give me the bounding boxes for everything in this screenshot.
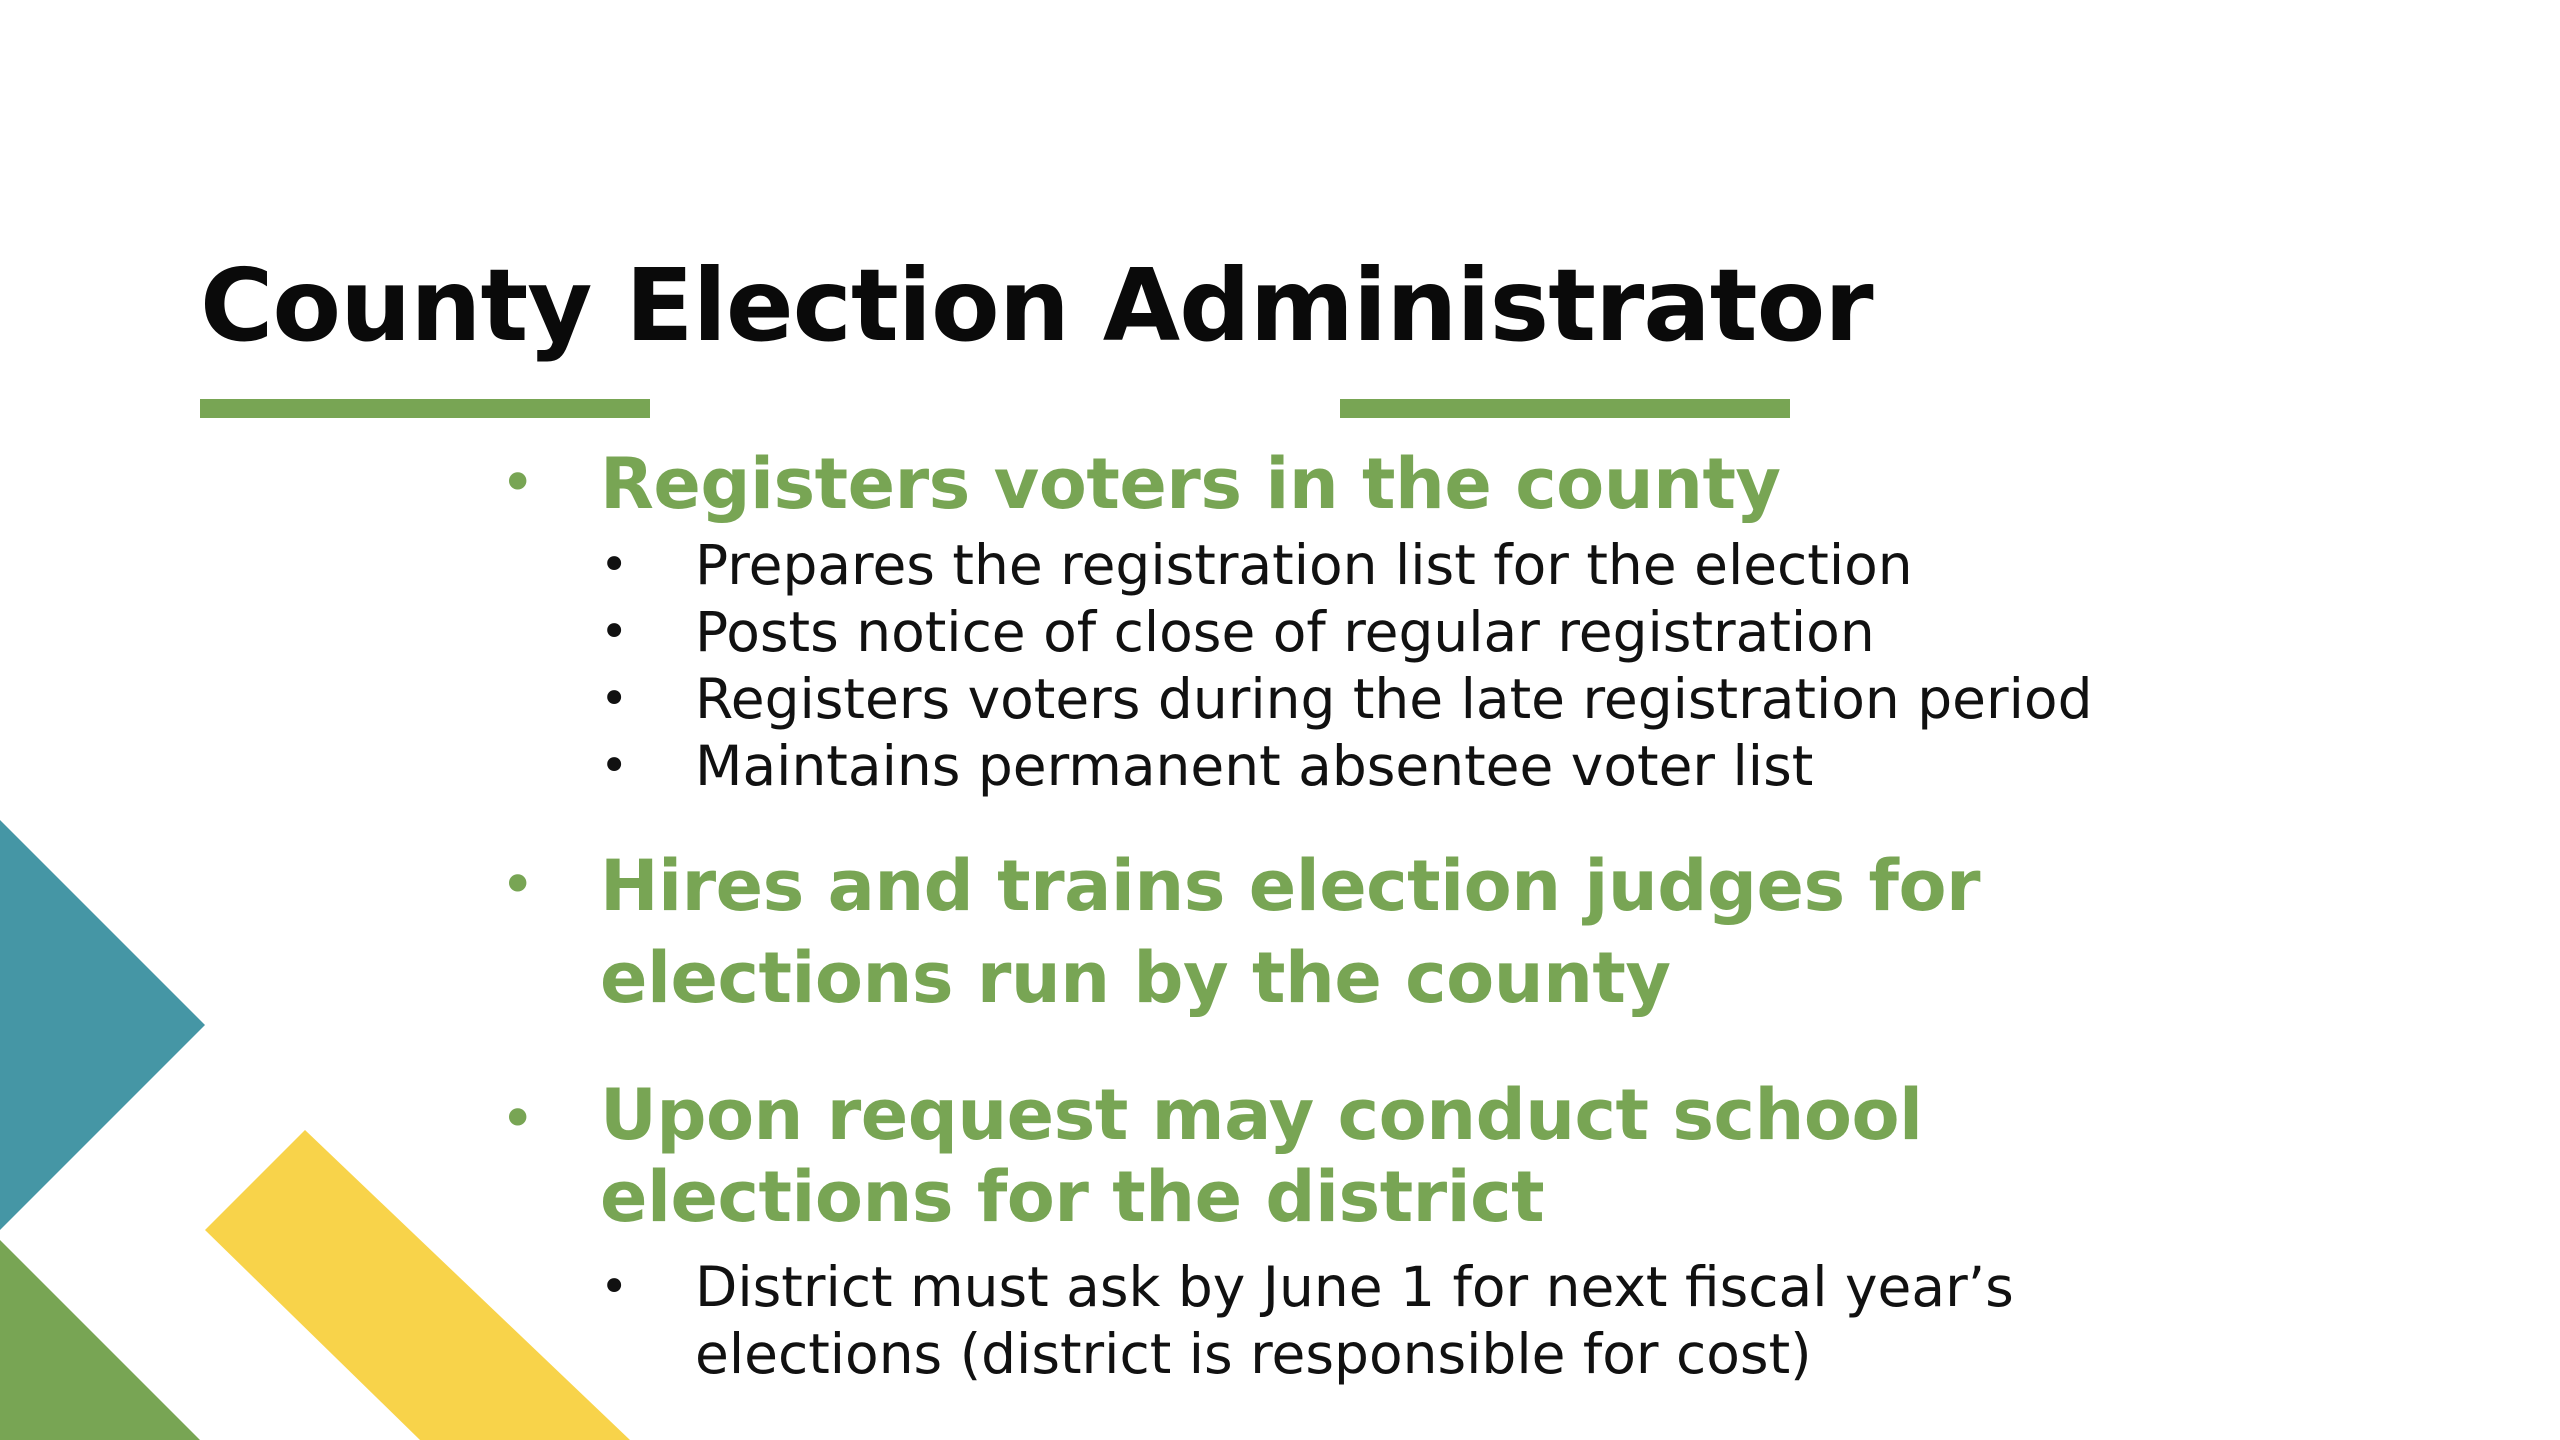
sub-bullet-list [600,532,2300,800]
sub-bullet-item [600,1254,2300,1388]
main-bullet-text: Hires and trains election judges for elections run by the county [600,845,1981,1019]
sub-bullet-marker: • [600,1259,629,1315]
slide-title: County Election Administrator [200,247,1873,364]
sub-bullet-item [600,733,2300,800]
sub-bullet-item [600,532,2300,599]
sub-bullet-marker: • [600,604,629,660]
sub-bullet-item [600,666,2300,733]
sub-bullet-item [600,599,2300,666]
title-underline-right [1340,399,1790,418]
sub-bullet-text: Maintains permanent absentee voter list [695,734,1814,798]
sub-bullet-marker: • [600,537,629,593]
bullet-marker: • [500,850,536,920]
sub-bullet-text: District must ask by June 1 for next fiscal year’s elections (district is responsible for cost) [695,1255,2014,1386]
sub-bullet-list [600,1254,2300,1388]
sub-bullet-marker: • [600,671,629,727]
bullet-marker: • [500,448,536,518]
yellow-stripe-shape [205,1130,630,1440]
green-triangle-shape [0,1240,200,1440]
sub-bullet-text: Prepares the registration list for the election [695,533,1913,597]
sub-bullet-marker: • [600,738,629,794]
teal-triangle-shape [0,820,205,1230]
title-underline-left [200,399,650,418]
sub-bullet-text: Registers voters during the late registration period [695,667,2093,731]
main-bullet-text: Registers voters in the county [600,443,1781,525]
bullet-marker: • [500,1084,536,1154]
sub-bullet-text: Posts notice of close of regular registration [695,600,1875,664]
main-bullet-text: Upon request may conduct school elections for the district [600,1074,1923,1238]
